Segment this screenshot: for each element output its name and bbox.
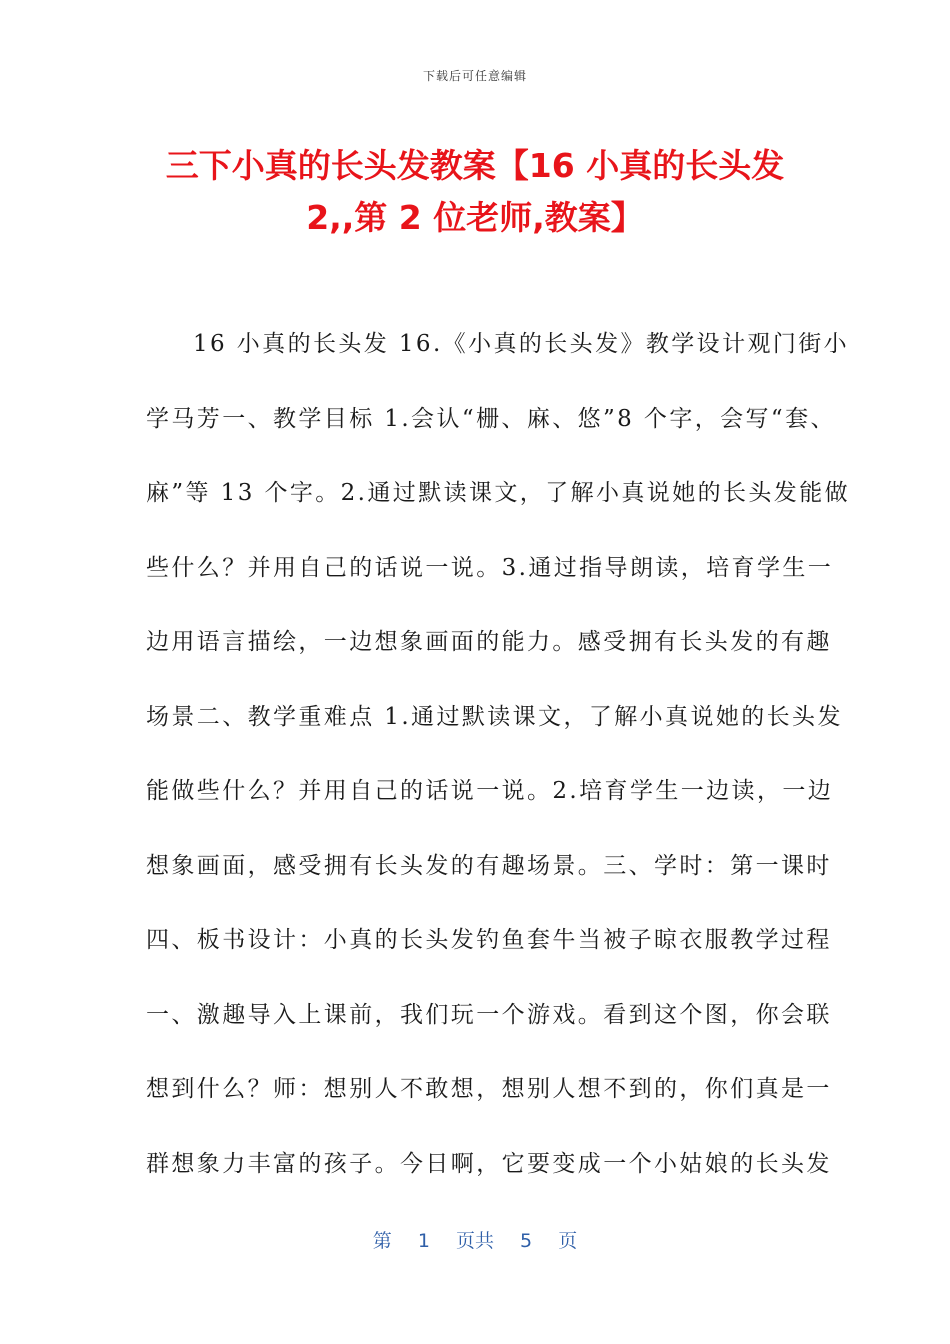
total-pages-number: 5 bbox=[520, 1230, 533, 1252]
body-line: 能做些什么？并用自己的话说一说。2.培育学生一边读，一边 bbox=[146, 778, 834, 804]
body-line: 16 小真的长头发 16.《小真的长头发》教学设计观门街小 bbox=[193, 331, 850, 357]
document-title bbox=[150, 140, 800, 244]
body-line: 一、激趣导入上课前，我们玩一个游戏。看到这个图，你会联 bbox=[146, 1001, 832, 1028]
body-line: 想象画面，感受拥有长头发的有趣场景。三、学时：第一课时 bbox=[146, 852, 832, 879]
body-line: 学马芳一、教学目标 1.会认“栅、麻、悠”8 个字，会写“套、 bbox=[146, 405, 836, 432]
page-pagination bbox=[0, 1226, 950, 1253]
body-line: 四、板书设计：小真的长头发钓鱼套牛当被子晾衣服教学过程 bbox=[146, 927, 832, 953]
current-page-number: 1 bbox=[417, 1230, 430, 1252]
body-line: 场景二、教学重难点 1.通过默读课文，了解小真说她的长头发 bbox=[146, 703, 843, 730]
page-suffix: 页 bbox=[558, 1230, 578, 1252]
body-line: 边用语言描绘，一边想象画面的能力。感受拥有长头发的有趣 bbox=[146, 629, 832, 655]
document-title-line-1: 三下小真的长头发教案【16 小真的长头发 bbox=[165, 146, 785, 185]
page-prefix: 第 bbox=[372, 1230, 392, 1252]
body-line: 些什么？并用自己的话说一说。3.通过指导朗读，培育学生一 bbox=[146, 554, 834, 581]
body-line: 想到什么？师：想别人不敢想，想别人想不到的，你们真是一 bbox=[146, 1076, 832, 1102]
body-line: 群想象力丰富的孩子。今日啊，它要变成一个小姑娘的长头发 bbox=[146, 1150, 832, 1177]
document-title-line-2: 2,,第 2 位老师,教案】 bbox=[306, 198, 644, 237]
page-mid-text: 页共 bbox=[455, 1230, 494, 1252]
document-body bbox=[146, 318, 850, 1212]
body-line: 麻”等 13 个字。2.通过默读课文，了解小真说她的长头发能做 bbox=[146, 480, 850, 506]
header-note: 下载后可任意编辑 bbox=[422, 69, 527, 83]
